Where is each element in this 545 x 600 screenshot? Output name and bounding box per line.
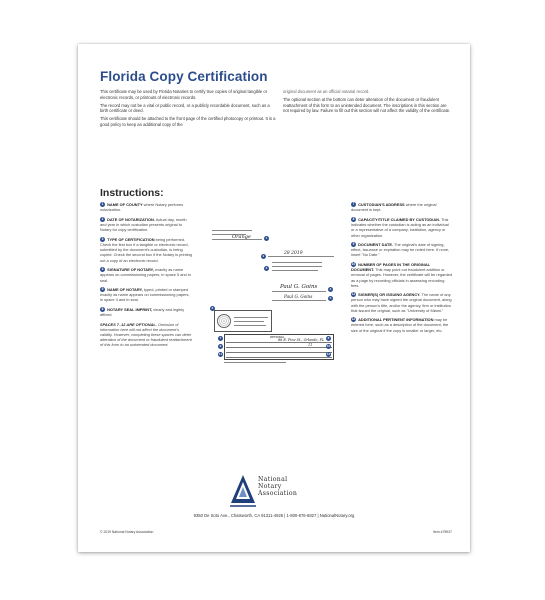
instruction-title: SIGNER(S) OR ISSUING AGENCY.	[358, 291, 421, 297]
optional-row	[226, 342, 332, 343]
instruction-text: may be entered here, such as a description of the document, the size of the original if the copy is smaller or larger, etc.	[351, 316, 449, 333]
instruction-item	[100, 267, 192, 283]
pages-handwriting: 11	[308, 342, 313, 347]
instruction-title: CUSTODIAN'S ADDRESS	[358, 202, 405, 207]
county-handwriting: Orange	[232, 234, 251, 240]
number-badge: 7	[352, 202, 355, 207]
item-number: Item #78937	[433, 530, 452, 534]
seal-text-line	[234, 325, 266, 326]
instruction-item	[100, 307, 192, 318]
instruction-item	[351, 292, 453, 313]
number-badge: 4	[101, 267, 104, 272]
marker-9: 9	[219, 344, 222, 348]
date-line	[268, 256, 334, 257]
instructions-right-column	[351, 202, 453, 337]
instruction-item	[100, 237, 192, 263]
instruction-text: exactly as name appears on commissioning papers, in space 5 and in seal.	[100, 266, 191, 283]
intro-right-column	[283, 89, 453, 116]
marker-10: 10	[326, 344, 331, 348]
intro-left-column	[100, 89, 278, 130]
instruction-text: The name of any person who may have signed the original document, along with the person's title, and/or the agency, firm or institution that issued the original, such as "University of Miami."	[351, 291, 452, 313]
instruction-text: typed, printed or stamped exactly as name appears on commissioning papers, in space 4 and in seal.	[100, 286, 190, 303]
instruction-item	[100, 217, 192, 233]
footer-line	[224, 362, 286, 363]
instruction-item	[351, 217, 453, 238]
logo-line: Association	[258, 490, 298, 497]
marker-8: 8	[327, 336, 330, 340]
instruction-title: DOCUMENT DATE.	[358, 241, 394, 247]
date-handwriting: 28 2019	[284, 251, 303, 256]
nna-logo-text	[258, 476, 297, 497]
instruction-title: CAPACITY/TITLE CLAIMED BY CUSTODIAN.	[358, 216, 441, 222]
instruction-title: SIGNATURE OF NOTARY,	[107, 266, 154, 272]
text-line	[272, 270, 318, 271]
notary-name: Paul G. Goins	[284, 294, 313, 299]
instruction-text: where the original document is kept.	[351, 202, 437, 213]
optional-row	[226, 347, 332, 348]
marker-7: 7	[219, 336, 222, 340]
instruction-item	[351, 242, 453, 258]
intro-continuation: original document as an official notarial record.	[283, 89, 370, 94]
certificate-sheet	[78, 44, 470, 552]
instruction-text: being performed. Check the first box if a tangible or electronic record, submitted by the document's custodian, is being copied. Check the second box if the Notary is printing out a copy of an electronic record.	[100, 236, 192, 263]
instruction-text: where Notary performs notarization.	[100, 202, 184, 213]
notary-seal-icon	[217, 314, 231, 328]
instructions-left-column	[100, 202, 192, 347]
name-line	[272, 300, 326, 301]
marker-11: 11	[218, 352, 223, 356]
marker-1: 1	[265, 236, 268, 240]
instruction-title: TYPE OF CERTIFICATION	[107, 236, 155, 242]
signature-line	[272, 291, 326, 292]
marker-2: 2	[262, 254, 265, 258]
instruction-title: NAME OF NOTARY,	[107, 286, 143, 292]
seal-text-line	[234, 317, 268, 318]
number-badge: 2	[101, 217, 104, 222]
copyright-text: © 2019 National Notary Association	[100, 530, 154, 534]
number-badge: 1	[101, 202, 104, 207]
optional-label: OPTIONAL	[270, 335, 285, 339]
number-badge: 11	[351, 292, 356, 297]
instruction-title: DATE OF NOTARIZATION.	[107, 216, 155, 222]
optional-note-heading: SPACES 7–12 ARE OPTIONAL.	[100, 322, 157, 328]
instruction-title: NAME OF COUNTY	[107, 202, 143, 207]
optional-note-text: Omission of information here will not affect the document's validity. However, completing these spaces can deter alteration of the document or fraudulent reattachment of this form to an unintended document.	[100, 322, 192, 348]
intro-paragraph: The optional section at the bottom can deter alteration of the document or fraudulent reattachment of this form to an unintended document. The inscriptions in this section are not required by law. Failure to fill out this section will not affect the validity of the certificate.	[283, 97, 451, 113]
number-badge: 5	[101, 287, 104, 292]
footer-address: 9350 De Soto Ave., Chatsworth, CA 91311-4926 | 1-800-876-6827 | NationalNotary.org	[193, 513, 355, 518]
number-badge: 12	[351, 317, 356, 322]
instruction-title: NUMBER OF PAGES IN THE ORIGINAL DOCUMENT.	[351, 261, 430, 273]
notary-signature: Paul G. Goins	[280, 284, 318, 290]
instruction-title: ADDITIONAL PERTINENT INFORMATION	[358, 316, 434, 322]
instruction-item	[351, 262, 453, 288]
instruction-item	[100, 202, 192, 213]
text-line	[272, 262, 322, 263]
instruction-text: clearly and legibly affixed.	[100, 306, 185, 318]
text-line	[272, 266, 322, 267]
number-badge: 10	[351, 262, 356, 267]
instruction-item	[100, 287, 192, 303]
marker-6: 6	[211, 306, 214, 310]
marker-5: 5	[329, 296, 332, 300]
form-header-line	[212, 230, 252, 231]
instruction-text: This indicates whether the custodian is acting as an individual or a representative of a company, institution, agency or other organization.	[351, 216, 449, 238]
logo-line: Notary	[258, 483, 282, 490]
marker-12: 12	[326, 352, 331, 356]
instruction-text: This may point out fraudulent addition or removal of pages. However, the certificate will be regarded as a page by recording officials in assessing recording fees.	[351, 267, 452, 288]
intro-paragraph: The record may not be a vital or public record, or a publicly recordable document, such as a birth certificate or deed.	[100, 102, 270, 113]
instruction-title: NOTARY SEAL IMPRINT,	[107, 306, 153, 312]
intro-paragraph: This certificate may be used by Florida Notaries to certify true copies of original tangible or electronic records, or printouts of electronic records.	[100, 89, 268, 100]
optional-note	[100, 322, 192, 347]
marker-4: 4	[329, 287, 332, 291]
instruction-text: Actual day, month and year in which custodian presents original to Notary for copy certification.	[100, 216, 187, 233]
marker-3: 3	[265, 266, 268, 270]
number-badge: 9	[352, 242, 355, 247]
instructions-heading: Instructions:	[100, 187, 164, 199]
number-badge: 8	[352, 217, 355, 222]
seal-text-line	[234, 321, 264, 322]
number-badge: 3	[101, 237, 104, 242]
optional-row	[226, 352, 332, 353]
optional-row	[226, 357, 332, 358]
number-badge: 6	[101, 307, 104, 312]
logo-line: National	[258, 476, 288, 483]
instruction-item	[351, 202, 453, 213]
sample-certificate-form	[210, 226, 336, 362]
intro-paragraph: This certificate should be attached to the front page of the certified photocopy or printout. It is a good policy to keep an additional copy of the	[100, 116, 276, 127]
instruction-item	[351, 317, 453, 333]
address-handwriting: 86 E. Pine St., Orlando, FL	[278, 337, 325, 342]
instruction-text: The original's date of signing, effect, issuance or expiration may be noted here. If none, insert "No Date."	[351, 241, 450, 258]
page-title: Florida Copy Certification	[100, 69, 268, 84]
